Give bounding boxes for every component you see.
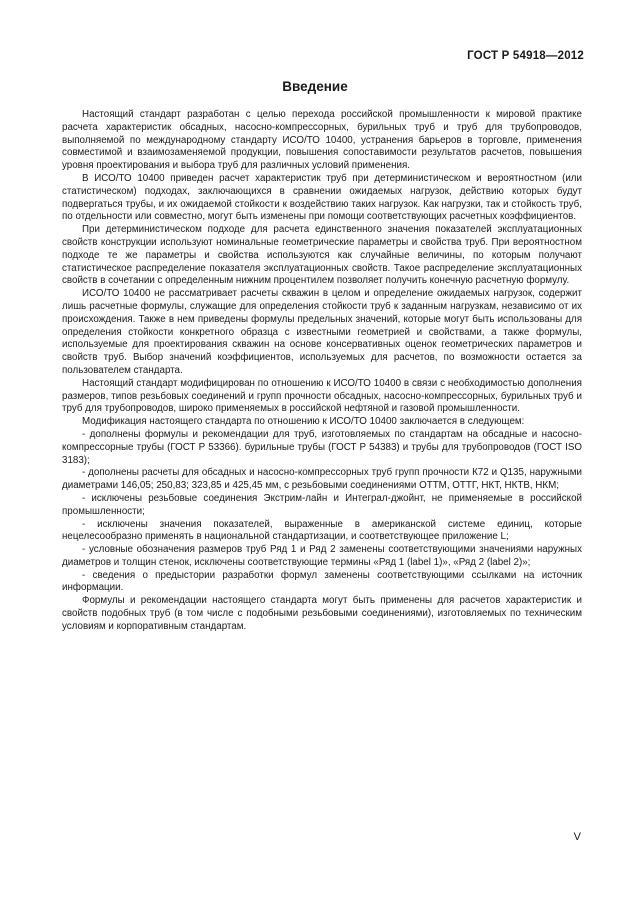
list-item: - исключены резьбовые соединения Экстрим-лайн и Интеграл-джойнт, не применяемые в российской промышленности;: [62, 492, 582, 517]
list-item: - исключены значения показателей, выраженные в американской системе единиц, которые нецелесообразно применять в национальной стандартизации, и соответствующее приложение L;: [62, 518, 582, 543]
page-number: V: [573, 831, 581, 843]
paragraph: В ИСО/ТО 10400 приведен расчет характеристик труб при детерминистическом и вероятностном (или статистическом) подходах, заключающихся в сравнении ожидаемых нагрузок, действию которых будут подвергаться трубы, и их ожидаемой стойкости к воздействию таких нагрузок. Как нагрузки, так и стойкость труб, по отдельности или совместно, могут быть изменены при помощи соответствующих расчетных коэффициентов.: [62, 172, 582, 223]
document-number-header: ГОСТ Р 54918—2012: [467, 50, 584, 62]
list-item: - условные обозначения размеров труб Ряд 1 и Ряд 2 заменены соответствующими значениями наружных диаметров и толщин стенок, исключены соответствующие термины «Ряд 1 (label 1)», «Ряд 2 (label 2)»;: [62, 544, 582, 568]
list-item: - сведения о предыстории разработки формул заменены соответствующими ссылками на источник информации.: [62, 569, 582, 594]
paragraph: ИСО/ТО 10400 не рассматривает расчеты скважин в целом и определение ожидаемых нагрузок, содержит лишь расчетные формулы, служащие для определения стойкости труб к заданным нагрузкам, независимо от их происхождения. Также в нем приведены формулы предельных значений, которые могут быть использованы для определения стойкости конкретного образца с известными геометрией и свойствами, а также формулы, используемые для проектирования скважин на основе консервативных оценок геометрических параметров и свойств труб. Выбор значений коэффициентов, используемых для расчетов, по возможности остается за пользователем стандарта.: [62, 288, 582, 376]
list-item: - дополнены расчеты для обсадных и насосно-компрессорных труб групп прочности К72 и Q135, наружными диаметрами 146,05; 250,83; 323,85 и 425,45 мм, с резьбовыми соединениями ОТТМ, ОТТГ, НКТ, НКТВ, НКМ;: [62, 467, 582, 492]
paragraph: Настоящий стандарт разработан с целью перехода российской промышленности к мировой практике расчета характеристик обсадных, насосно-компрессорных, бурильных труб и труб для трубопроводов, выполняемой по международному стандарту ИСО/ТО 10400, устранения барьеров в торговле, применения совместимой и взаимозаменяемой продукции, повышения сопоставимости результатов расчетов, повышения уровня проектирования и выбора труб для различных условий применения.: [62, 109, 582, 172]
paragraph: Настоящий стандарт модифицирован по отношению к ИСО/ТО 10400 в связи с необходимостью дополнения размеров, типов резьбовых соединений и групп прочности обсадных, насосно-компрессорных, бурильных труб и труб для трубопроводов, широко применяемых в российской нефтяной и газовой промышленности.: [62, 377, 582, 415]
section-title: Введение: [282, 79, 348, 94]
body-text: [62, 109, 582, 634]
paragraph: Модификация настоящего стандарта по отношению к ИСО/ТО 10400 заключается в следующем:: [82, 416, 525, 428]
paragraph: При детерминистическом подходе для расчета единственного значения показателей эксплуатационных свойств конструкции используют номинальные геометрические параметры и свойства труб. При вероятностном подходе те же параметры и свойства используются как случайные величины, по которым получают статистическое распределение показателя эксплуатационных свойств. Такое распределение эксплуатационных свойств в сочетании с определенным нижним процентилем позволяет получить конечную расчетную формулу.: [62, 224, 582, 287]
paragraph: Формулы и рекомендации настоящего стандарта могут быть применены для расчетов характеристик и свойств подобных труб (в том числе с подобными резьбовыми соединениями), изготовляемых по техническим условиям и корпоративным стандартам.: [62, 595, 582, 632]
list-item: - дополнены формулы и рекомендации для труб, изготовляемых по стандартам на обсадные и насосно-компрессорные трубы (ГОСТ Р 53366). бурильные трубы (ГОСТ Р 54383) и трубы для трубопроводов (ГОСТ ISO 3183);: [62, 428, 582, 466]
